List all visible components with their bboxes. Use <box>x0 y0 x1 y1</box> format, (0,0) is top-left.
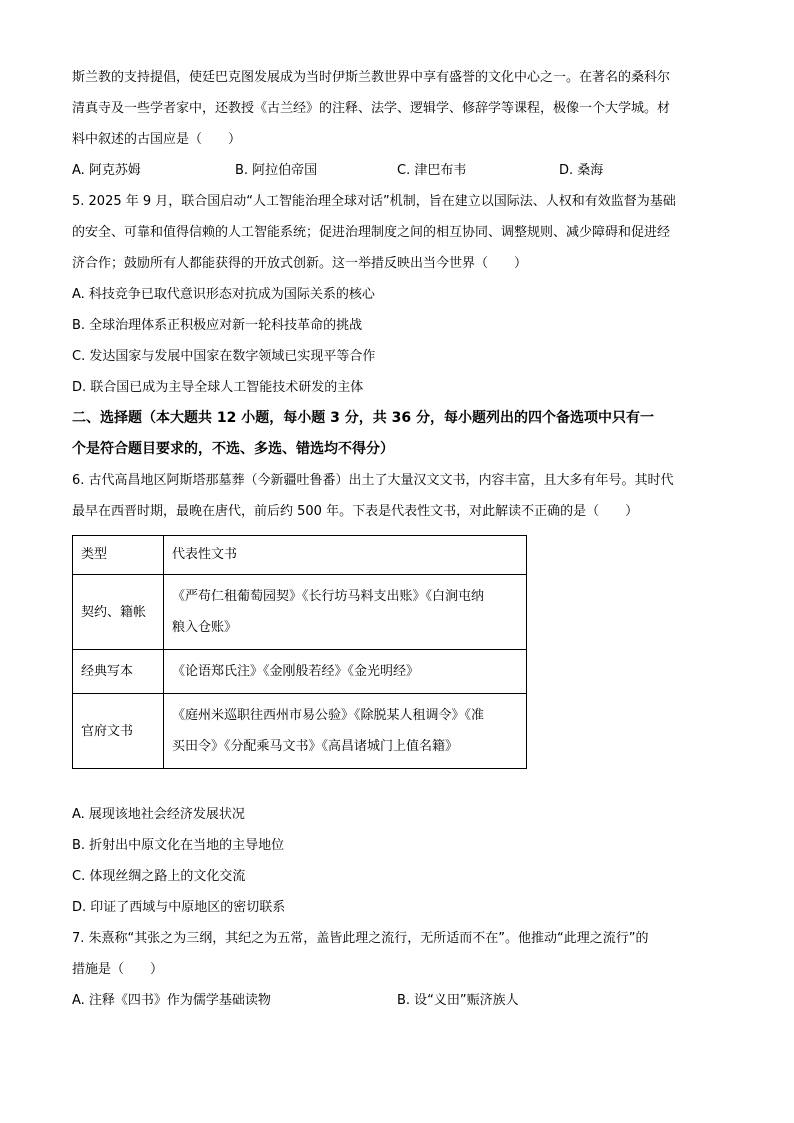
q7-option-b: B. 设“义田”赈济族人 <box>397 993 519 1008</box>
q5-stem-line-3: 济合作；鼓励所有人都能获得的开放式创新。这一举措反映出当今世界（ ） <box>72 256 528 271</box>
table-row <box>73 650 527 694</box>
table-cell-type: 经典写本 <box>73 650 164 694</box>
table-header-row <box>73 536 527 575</box>
q7-stem-line-2: 措施是（ ） <box>72 962 164 977</box>
q4-option-a: A. 阿克苏姆 <box>72 163 141 178</box>
q7-option-a: A. 注释《四书》作为儒学基础读物 <box>72 993 271 1008</box>
q4-options <box>72 155 724 186</box>
q6-option-d: D. 印证了西域与中原地区的密切联系 <box>72 900 286 915</box>
q5-option-c: C. 发达国家与发展中国家在数字领域已实现平等合作 <box>72 349 376 364</box>
q6-option-a: A. 展现该地社会经济发展状况 <box>72 807 245 822</box>
q7-options <box>72 985 724 1016</box>
table-header-docs: 代表性文书 <box>164 536 527 575</box>
section-heading-line-2: 个是符合题目要求的，不选、多选、错选均不得分） <box>72 441 394 457</box>
q6-stem-line-1: 6. 古代高昌地区阿斯塔那墓葬（今新疆吐鲁番）出土了大量汉文文书，内容丰富，且大多有年号。其时代 <box>72 473 674 488</box>
documents-table <box>72 535 527 769</box>
table-cell-type: 契约、籍帐 <box>73 575 164 650</box>
table-cell-docs <box>164 694 527 769</box>
exam-page <box>72 62 724 1016</box>
table-row <box>73 694 527 769</box>
q6-option-c: C. 体现丝绸之路上的文化交流 <box>72 869 246 884</box>
q5-option-d: D. 联合国已成为主导全球人工智能技术研发的主体 <box>72 380 364 395</box>
q6-option-b: B. 折射出中原文化在当地的主导地位 <box>72 838 285 853</box>
q4-option-c: C. 津巴布韦 <box>397 163 467 178</box>
q6-stem-line-2: 最早在西晋时期，最晚在唐代，前后约 500 年。下表是代表性文书，对此解读不正确的是（ ） <box>72 504 639 519</box>
table-cell-docs <box>164 575 527 650</box>
q4-option-b: B. 阿拉伯帝国 <box>235 163 318 178</box>
table-cell-docs-line: 《严苟仁租葡萄园契》《长行坊马料支出账》《白涧屯纳 <box>172 589 485 604</box>
table-cell-docs-line: 《论语郑氏注》《金刚般若经》《金光明经》 <box>172 664 420 679</box>
q5-stem-line-2: 的安全、可靠和值得信赖的人工智能系统；促进治理制度之间的相互协同、调整规则、减少障碍和促进经 <box>72 225 671 240</box>
section-heading-line-1: 二、选择题（本大题共 12 小题，每小题 3 分，共 36 分，每小题列出的四个备选项中只有一 <box>72 410 654 426</box>
q5-option-a: A. 科技竞争已取代意识形态对抗成为国际关系的核心 <box>72 287 375 302</box>
q4-stem-line-1: 斯兰教的支持提倡，使廷巴克图发展成为当时伊斯兰教世界中享有盛誉的文化中心之一。在著名的桑科尔 <box>72 70 671 85</box>
table-header-type: 类型 <box>73 536 164 575</box>
q4-option-d: D. 桑海 <box>559 163 604 178</box>
q5-stem-line-1: 5. 2025 年 9 月，联合国启动“人工智能治理全球对话”机制，旨在建立以国际法、人权和有效监督为基础 <box>72 194 676 209</box>
table-cell-type: 官府文书 <box>73 694 164 769</box>
q4-stem-line-2: 清真寺及一些学者家中，还教授《古兰经》的注释、法学、逻辑学、修辞学等课程，极像一个大学城。材 <box>72 101 671 116</box>
q7-stem-line-1: 7. 朱熹称“其张之为三纲，其纪之为五常，盖皆此理之流行，无所适而不在”。他推动“此理之流行”的 <box>72 931 649 946</box>
q5-option-b: B. 全球治理体系正积极应对新一轮科技革命的挑战 <box>72 318 363 333</box>
table-cell-docs <box>164 650 527 694</box>
table-cell-docs-line: 买田令》《分配乘马文书》《高昌诸城门上值名籍》 <box>172 739 459 754</box>
table-cell-docs-line: 《庭州米巡职往西州市易公验》《除脱某人租调令》《准 <box>172 708 485 723</box>
table-row <box>73 575 527 650</box>
table-cell-docs-line: 粮入仓账》 <box>172 620 238 635</box>
q4-stem-line-3: 料中叙述的古国应是（ ） <box>72 132 242 147</box>
